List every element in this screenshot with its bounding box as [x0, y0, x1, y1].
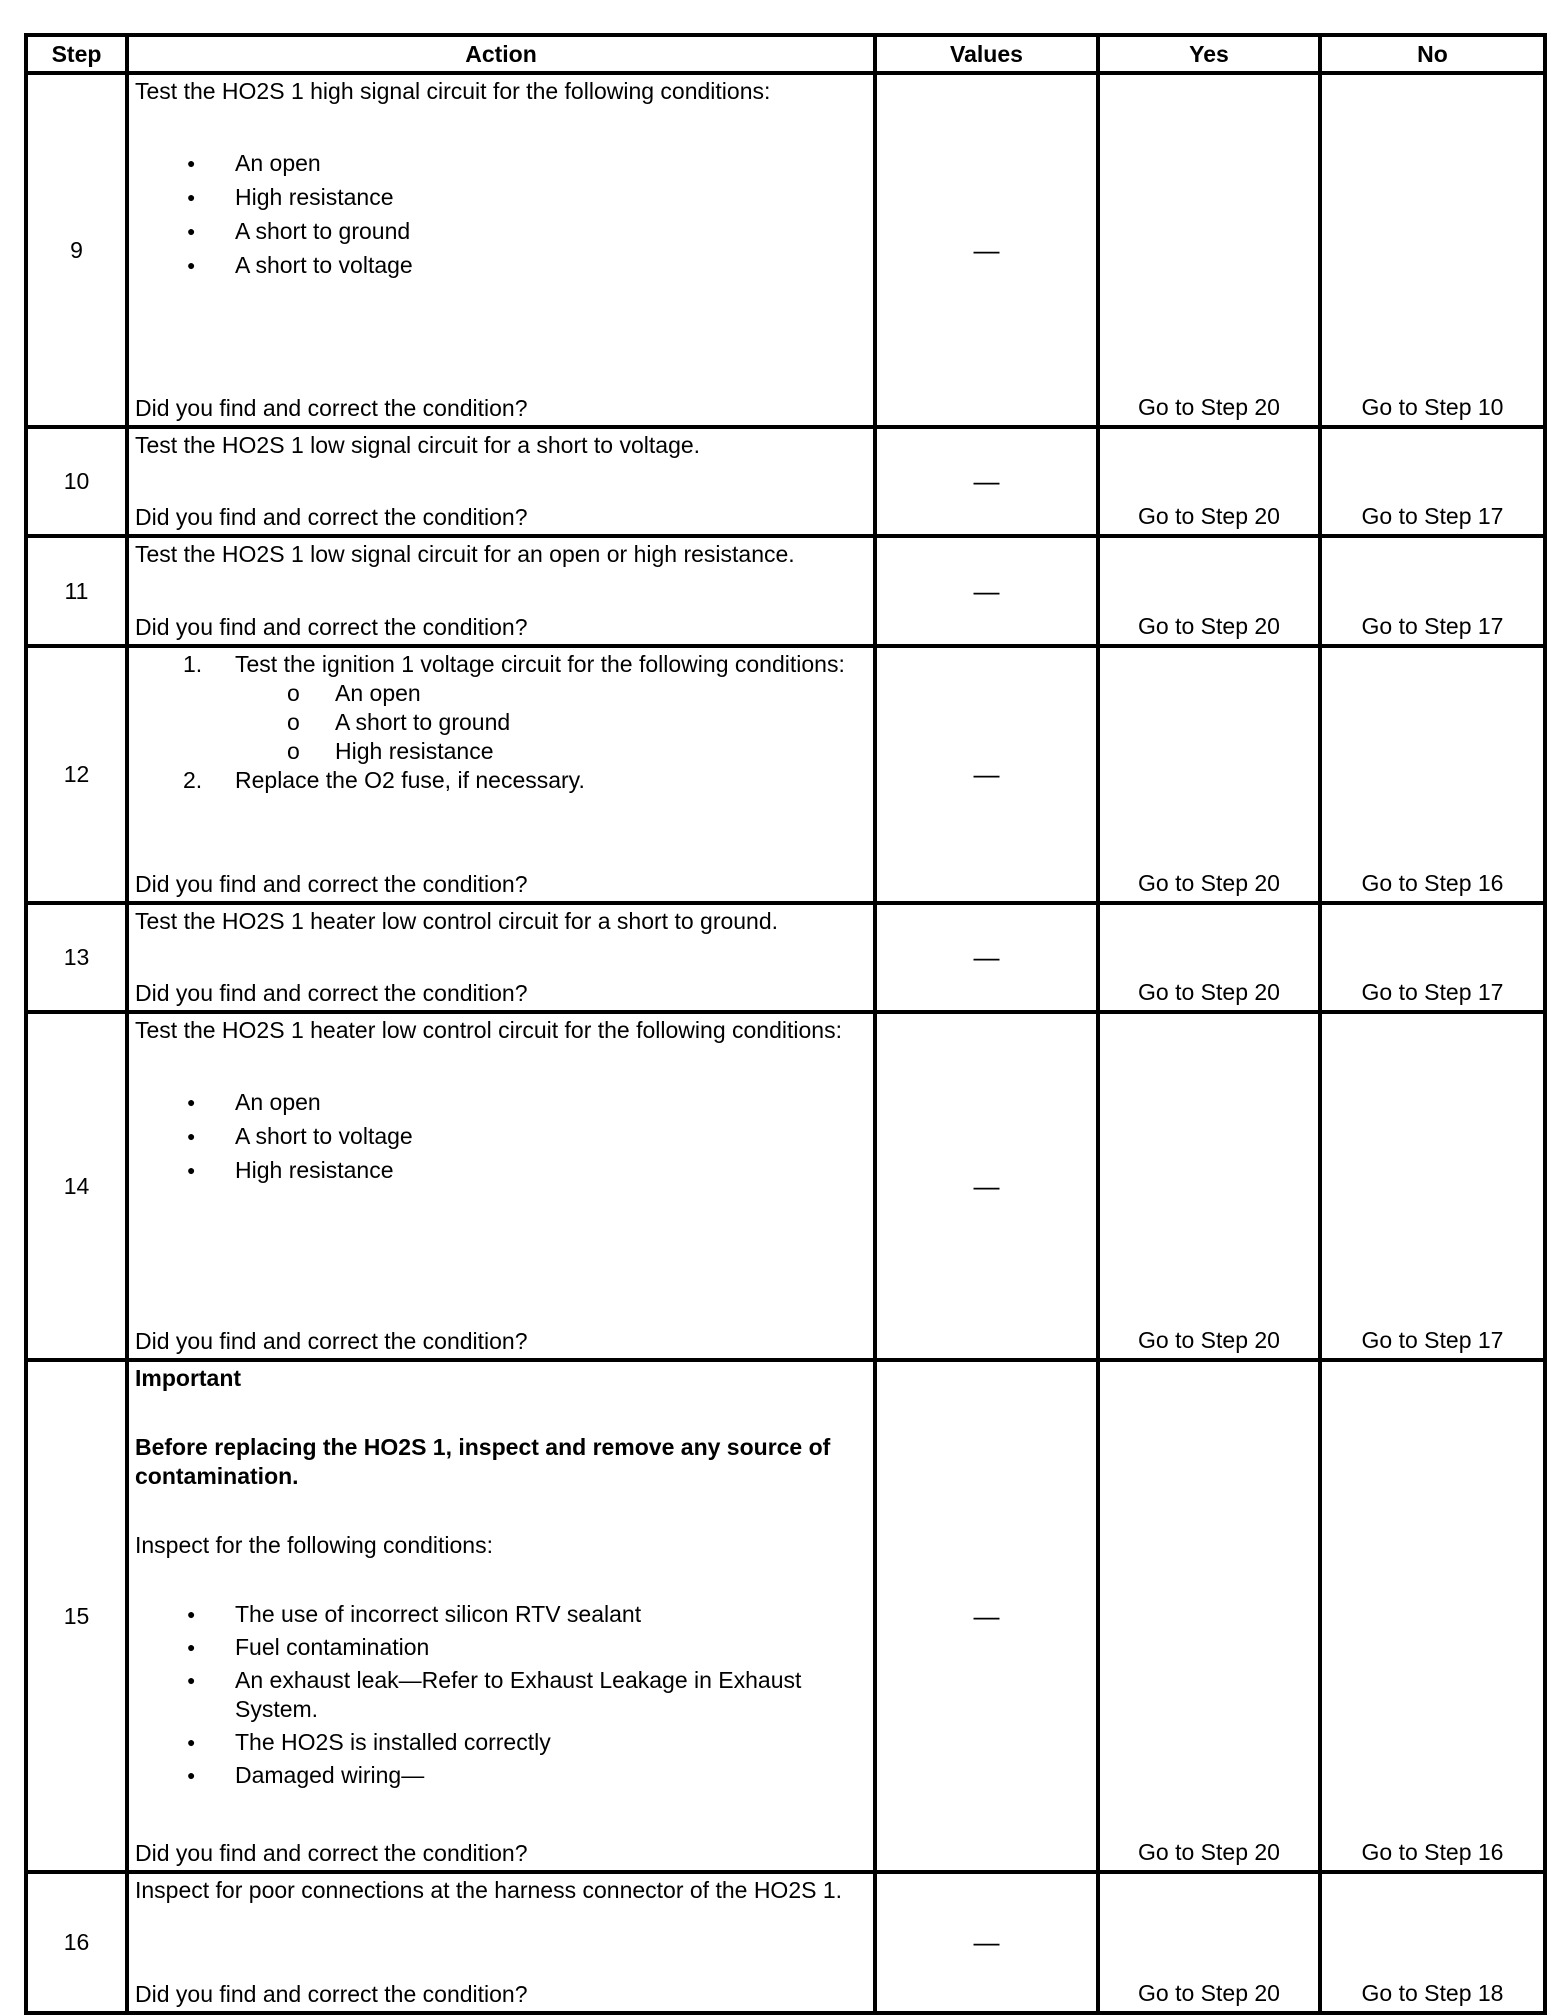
- condition-item: ● The HO2S is installed correctly: [135, 1728, 869, 1757]
- item-number: 1.: [183, 651, 203, 677]
- sub-item: o A short to ground: [135, 708, 869, 737]
- condition-list: [135, 1085, 869, 1187]
- action-intro: Test the HO2S 1 heater low control circuit for the following conditions:: [135, 1017, 842, 1043]
- condition-item: ● Fuel contamination: [135, 1633, 869, 1662]
- condition-item: ● An open: [135, 1085, 869, 1119]
- step-row: [26, 536, 1545, 646]
- step-row: [26, 73, 1545, 427]
- yes-link[interactable]: Go to Step 20: [1098, 646, 1320, 903]
- diagnostic-table: [24, 33, 1547, 2015]
- yes-link[interactable]: Go to Step 20: [1098, 427, 1320, 536]
- sub-item: o High resistance: [135, 737, 869, 766]
- action-intro: Inspect for the following conditions:: [135, 1532, 493, 1558]
- no-link[interactable]: Go to Step 16: [1320, 646, 1545, 903]
- values-cell: —: [875, 1360, 1098, 1872]
- action-intro: Inspect for poor connections at the harness connector of the HO2S 1.: [135, 1877, 843, 1903]
- no-link[interactable]: Go to Step 18: [1320, 1872, 1545, 2013]
- header-values: Values: [875, 35, 1098, 73]
- condition-item: ● A short to voltage: [135, 1119, 869, 1153]
- step-number: 16: [26, 1872, 127, 2013]
- action-intro: Test the HO2S 1 low signal circuit for a short to voltage.: [135, 432, 701, 458]
- important-label: Important: [135, 1365, 242, 1391]
- item-text: Test the ignition 1 voltage circuit for the following conditions:: [235, 651, 845, 677]
- step-row: [26, 427, 1545, 536]
- values-cell: —: [875, 427, 1098, 536]
- question-text: Did you find and correct the condition?: [135, 614, 528, 640]
- step-row: [26, 646, 1545, 903]
- action-cell: [127, 73, 875, 427]
- yes-link[interactable]: Go to Step 20: [1098, 1012, 1320, 1360]
- item-number: 2.: [183, 767, 203, 793]
- sub-list: [135, 679, 869, 766]
- question-text: Did you find and correct the condition?: [135, 1981, 528, 2007]
- no-link[interactable]: Go to Step 17: [1320, 536, 1545, 646]
- values-cell: —: [875, 646, 1098, 903]
- no-link[interactable]: Go to Step 17: [1320, 427, 1545, 536]
- no-link[interactable]: Go to Step 17: [1320, 903, 1545, 1012]
- step-number: 13: [26, 903, 127, 1012]
- condition-item: ● A short to ground: [135, 214, 869, 248]
- header-action: Action: [127, 35, 875, 73]
- step-row: [26, 1360, 1545, 1872]
- action-cell: [127, 427, 875, 536]
- action-intro: Test the HO2S 1 high signal circuit for the following conditions:: [135, 78, 771, 104]
- yes-link[interactable]: Go to Step 20: [1098, 1360, 1320, 1872]
- question-text: Did you find and correct the condition?: [135, 504, 528, 530]
- action-cell: [127, 1012, 875, 1360]
- action-cell: [127, 1360, 875, 1872]
- values-cell: —: [875, 1872, 1098, 2013]
- action-cell: [127, 536, 875, 646]
- step-number: 9: [26, 73, 127, 427]
- warning-text: Before replacing the HO2S 1, inspect and remove any source of contamination.: [135, 1434, 831, 1489]
- header-row: [26, 35, 1545, 73]
- sub-item: o An open: [135, 679, 869, 708]
- condition-item: ● High resistance: [135, 1153, 869, 1187]
- question-text: Did you find and correct the condition?: [135, 1840, 528, 1866]
- condition-item: ● The use of incorrect silicon RTV sealant: [135, 1600, 869, 1629]
- no-link[interactable]: Go to Step 16: [1320, 1360, 1545, 1872]
- step-number: 11: [26, 536, 127, 646]
- condition-item: ● An open: [135, 146, 869, 180]
- header-yes: Yes: [1098, 35, 1320, 73]
- no-link[interactable]: Go to Step 17: [1320, 1012, 1545, 1360]
- condition-item: ● High resistance: [135, 180, 869, 214]
- condition-item: ● Damaged wiring—: [135, 1761, 869, 1790]
- header-step: Step: [26, 35, 127, 73]
- condition-list: [135, 1600, 869, 1790]
- no-link[interactable]: Go to Step 10: [1320, 73, 1545, 427]
- action-intro: Test the HO2S 1 heater low control circuit for a short to ground.: [135, 908, 779, 934]
- condition-list: [135, 146, 869, 282]
- step-number: 10: [26, 427, 127, 536]
- yes-link[interactable]: Go to Step 20: [1098, 73, 1320, 427]
- values-cell: —: [875, 73, 1098, 427]
- values-cell: —: [875, 536, 1098, 646]
- step-row: [26, 1012, 1545, 1360]
- header-no: No: [1320, 35, 1545, 73]
- yes-link[interactable]: Go to Step 20: [1098, 1872, 1320, 2013]
- numbered-item: [135, 650, 869, 679]
- action-cell: [127, 903, 875, 1012]
- question-text: Did you find and correct the condition?: [135, 871, 528, 897]
- step-number: 14: [26, 1012, 127, 1360]
- action-cell: [127, 1872, 875, 2013]
- step-row: [26, 1872, 1545, 2013]
- step-row: [26, 903, 1545, 1012]
- action-intro: Test the HO2S 1 low signal circuit for an open or high resistance.: [135, 541, 795, 567]
- step-number: 12: [26, 646, 127, 903]
- question-text: Did you find and correct the condition?: [135, 980, 528, 1006]
- question-text: Did you find and correct the condition?: [135, 1328, 528, 1354]
- values-cell: —: [875, 1012, 1098, 1360]
- yes-link[interactable]: Go to Step 20: [1098, 903, 1320, 1012]
- item-text: Replace the O2 fuse, if necessary.: [235, 767, 585, 793]
- condition-item: ● An exhaust leak—Refer to Exhaust Leakage in Exhaust System.: [135, 1666, 869, 1724]
- values-cell: —: [875, 903, 1098, 1012]
- condition-item: ● A short to voltage: [135, 248, 869, 282]
- numbered-item: [135, 766, 869, 795]
- yes-link[interactable]: Go to Step 20: [1098, 536, 1320, 646]
- step-number: 15: [26, 1360, 127, 1872]
- question-text: Did you find and correct the condition?: [135, 395, 528, 421]
- action-cell: [127, 646, 875, 903]
